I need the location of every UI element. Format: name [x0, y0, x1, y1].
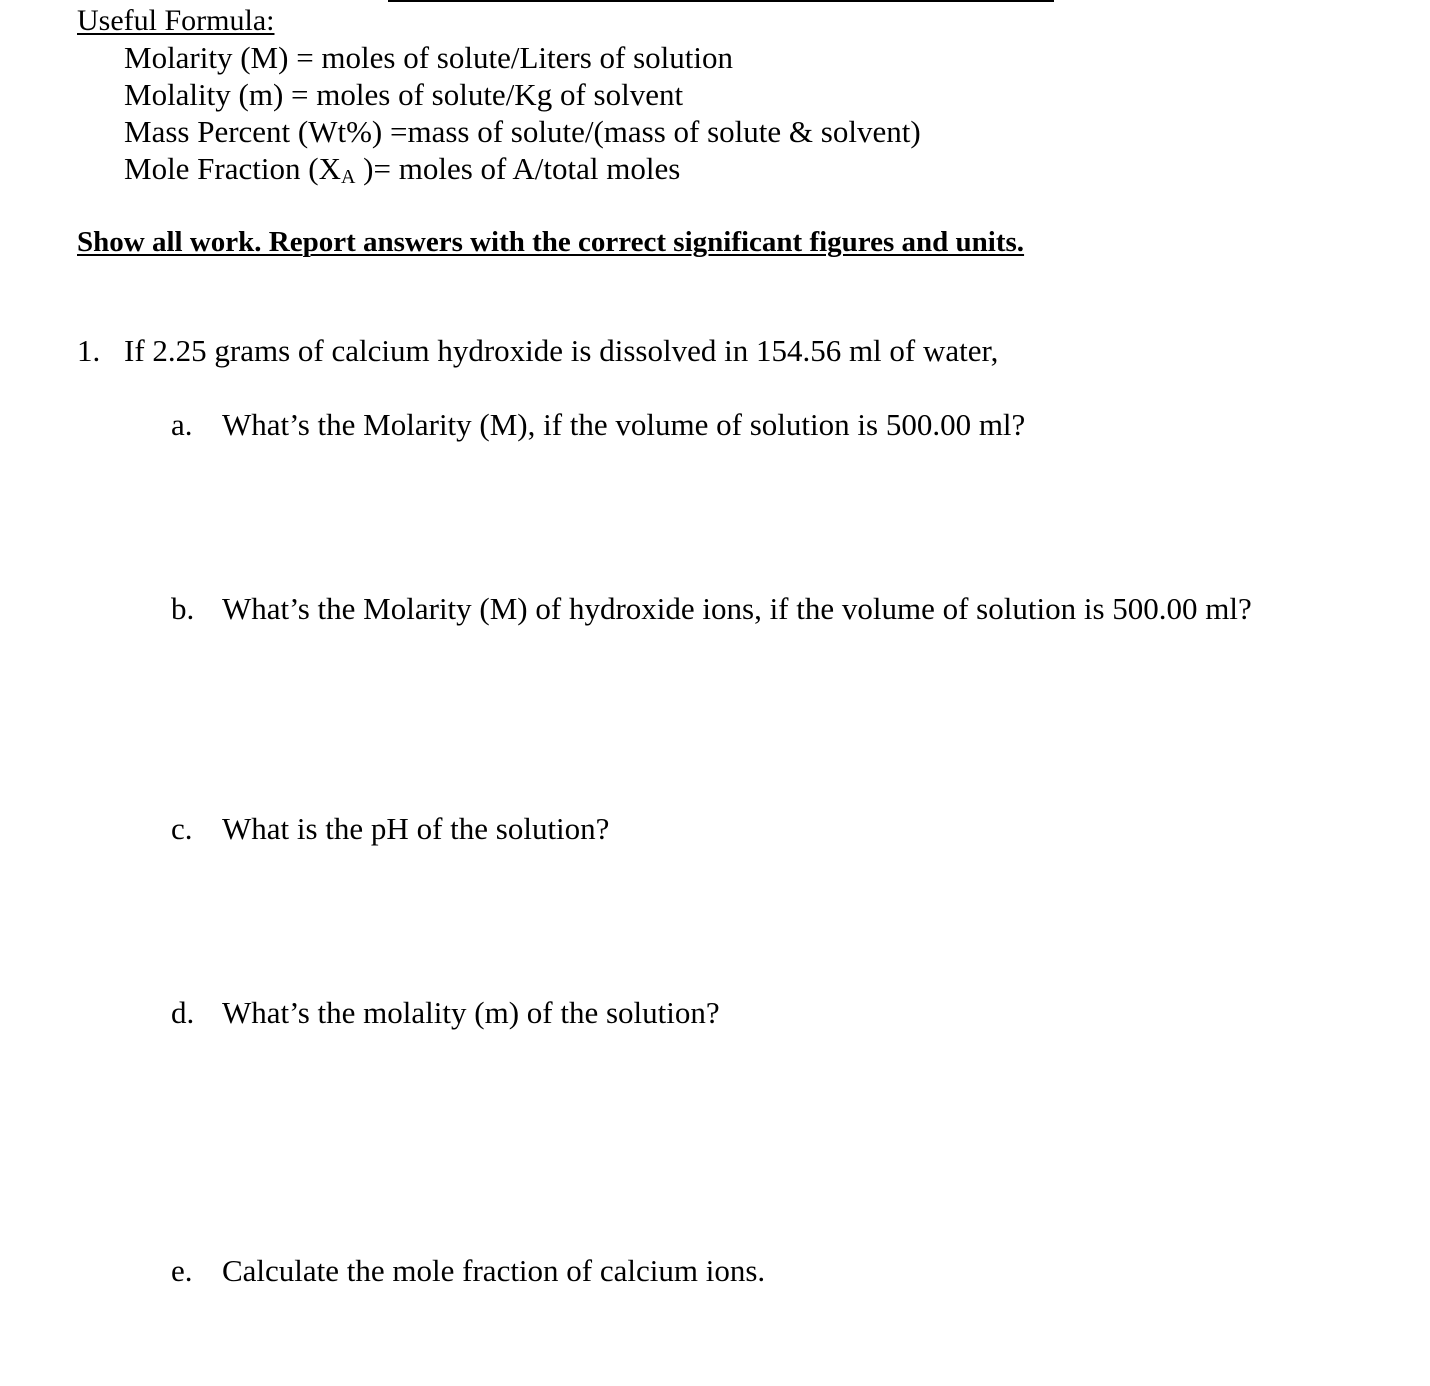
formula-mole-fraction-subscript: A — [340, 166, 356, 188]
formula-molality: Molality (m) = moles of solute/Kg of solvent — [124, 77, 684, 112]
part-b-text: What’s the Molarity (M) of hydroxide ions, if the volume of solution is 500.00 ml? — [222, 591, 1252, 626]
top-rule — [388, 0, 1054, 2]
question-text: If 2.25 grams of calcium hydroxide is dissolved in 154.56 ml of water, — [124, 333, 999, 368]
part-e-letter: e. — [171, 1253, 193, 1288]
part-d-text: What’s the molality (m) of the solution? — [222, 995, 720, 1030]
question-number: 1. — [77, 333, 101, 368]
instruction-text: Show all work. Report answers with the correct significant figures and units. — [77, 226, 1025, 258]
formula-mole-fraction-suffix: )= moles of A/total moles — [355, 151, 681, 186]
part-a-letter: a. — [171, 407, 193, 442]
formula-mass-percent: Mass Percent (Wt%) =mass of solute/(mass of solute & solvent) — [124, 114, 921, 149]
useful-formula-heading: Useful Formula: — [77, 4, 275, 37]
formula-mole-fraction — [124, 150, 680, 187]
part-a-text: What’s the Molarity (M), if the volume of solution is 500.00 ml? — [222, 407, 1026, 442]
formula-mole-fraction-prefix: Mole Fraction (X — [124, 151, 341, 186]
part-c-letter: c. — [171, 811, 193, 846]
part-c-text: What is the pH of the solution? — [222, 811, 610, 846]
formula-molarity: Molarity (M) = moles of solute/Liters of solution — [124, 40, 733, 75]
part-b-letter: b. — [171, 591, 195, 626]
part-d-letter: d. — [171, 995, 195, 1030]
part-e-text: Calculate the mole fraction of calcium ions. — [222, 1253, 766, 1288]
